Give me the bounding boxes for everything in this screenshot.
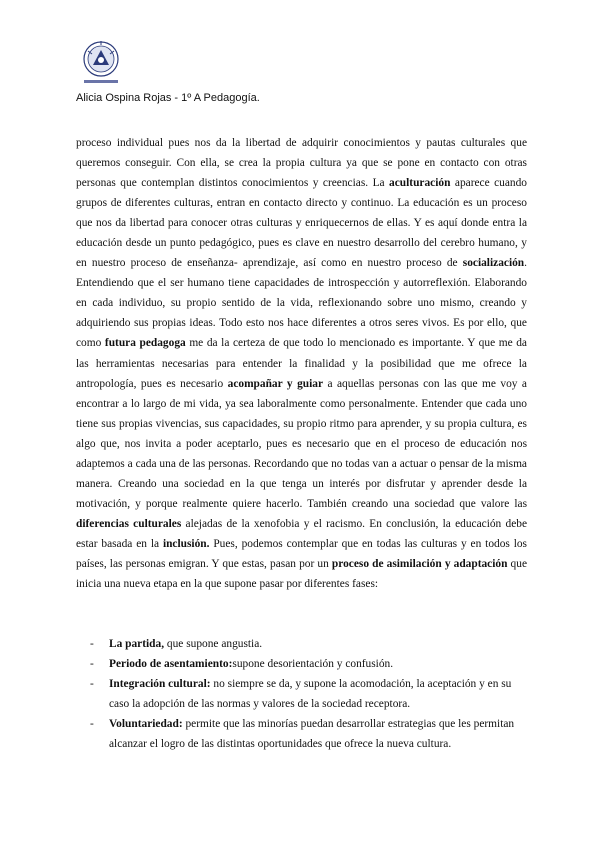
- body-text-segment: alejadas de la xenofobia y el racismo. En conclusión, la educación debe estar basada en la: [76, 517, 528, 550]
- term-socializacion: socialización: [462, 257, 525, 270]
- phase-item: [76, 674, 527, 714]
- phase-term: Voluntariedad:: [109, 718, 183, 731]
- bullet-dash: -: [90, 658, 94, 671]
- body-text-segment: que inicia una nueva etapa en la que supone pasar por diferentes fases:: [76, 557, 528, 591]
- phase-item: [76, 654, 527, 674]
- term-aculturacion: aculturación: [389, 177, 451, 190]
- term-diferencias-culturales: diferencias culturales: [76, 517, 182, 530]
- bullet-dash: -: [90, 678, 94, 691]
- phase-term: Periodo de asentamiento:: [109, 658, 233, 671]
- phase-text: permite que las minorías puedan desarrollar estrategias que les permitan alcanzar el logro de las distintas oportunidades que ofrece la nueva cultura.: [109, 718, 515, 751]
- phase-text: supone desorientación y confusión.: [232, 658, 394, 671]
- phase-item: [76, 634, 527, 654]
- body-paragraph: [76, 133, 527, 594]
- term-acompanar-guiar: acompañar y guiar: [227, 377, 324, 390]
- bullet-dash: -: [90, 718, 94, 731]
- body-text-segment: a aquellas personas con las que me voy a encontrar a lo largo de mi vida, ya sea laboralmente como personalmente. Entender que cada uno tiene sus propias vivencias, sus capacidades, su propio ritmo para aprender, y su propia cultura, es algo que, nos invita a poder aceptarlo, pues es necesario que en el proceso de educación nos adaptemos a cada una de las personas. Recordando que no todas van a actuar o pensar de la misma manera. Creando una sociedad en la que tenga un interés por disfrutar y aprender desde la motivación, y porque realmente quiere hacerlo. También creando una sociedad que valore las: [76, 377, 527, 510]
- body-text-segment: me da la certeza de que todo lo mencionado es importante. Y que me da las herramientas necesarias para entender la finalidad y la posibilidad que me ofrece la antropología, pues es necesario: [76, 337, 527, 390]
- phase-text: que supone angustia.: [164, 638, 263, 650]
- body-text-segment: proceso individual pues nos da la libertad de adquirir conocimientos y pautas culturales que queremos conseguir. Con ella, se crea la propia cultura ya que se pone en contacto con otras personas que contemplan distintos conocimientos y creencias. La: [76, 137, 527, 190]
- body-text-segment: aparece cuando grupos de diferentes culturas, entran en contacto directo y continuo. La educación es un proceso que nos da libertad para conocer otras culturas y enriquecernos de ellas. Y es aquí donde entra la educación desde un punto pedagógico, pues es clave en nuestro desarrollo del cerebro humano, y en nuestro proceso de enseñanza- aprendizaje, así como en nuestro proceso de: [76, 177, 528, 270]
- term-futura-pedagoga: futura pedagoga: [104, 337, 186, 350]
- phases-list: [76, 634, 527, 754]
- phase-item: [76, 714, 527, 754]
- university-logo: [76, 38, 126, 88]
- term-asimilacion-adaptacion: proceso de asimilación y adaptación: [331, 557, 508, 570]
- term-inclusion: inclusión.: [162, 537, 210, 550]
- body-text-segment: . Entendiendo que el ser humano tiene capacidades de introspección y autorreflexión. Elaborando en cada individuo, su propio sentido de la vida, reflexionando sobre uno mismo, creando y adquiriendo sus propias ideas. Todo esto nos hace diferentes a otros seres vivos. Es por ello, que como: [76, 257, 527, 350]
- phase-term: Integración cultural:: [109, 678, 211, 691]
- bullet-dash: -: [90, 638, 94, 650]
- phase-text: no siempre se da, y supone la acomodación, la aceptación y en su caso la adopción de las normas y valores de la sociedad receptora.: [109, 678, 512, 711]
- phase-term: La partida,: [109, 638, 165, 650]
- author-header: Alicia Ospina Rojas - 1º A Pedagogía.: [76, 92, 260, 104]
- body-text-segment: Pues, podemos contemplar que en todas las culturas y en todos los países, las personas emigran. Y que estas, pasan por un: [76, 537, 527, 570]
